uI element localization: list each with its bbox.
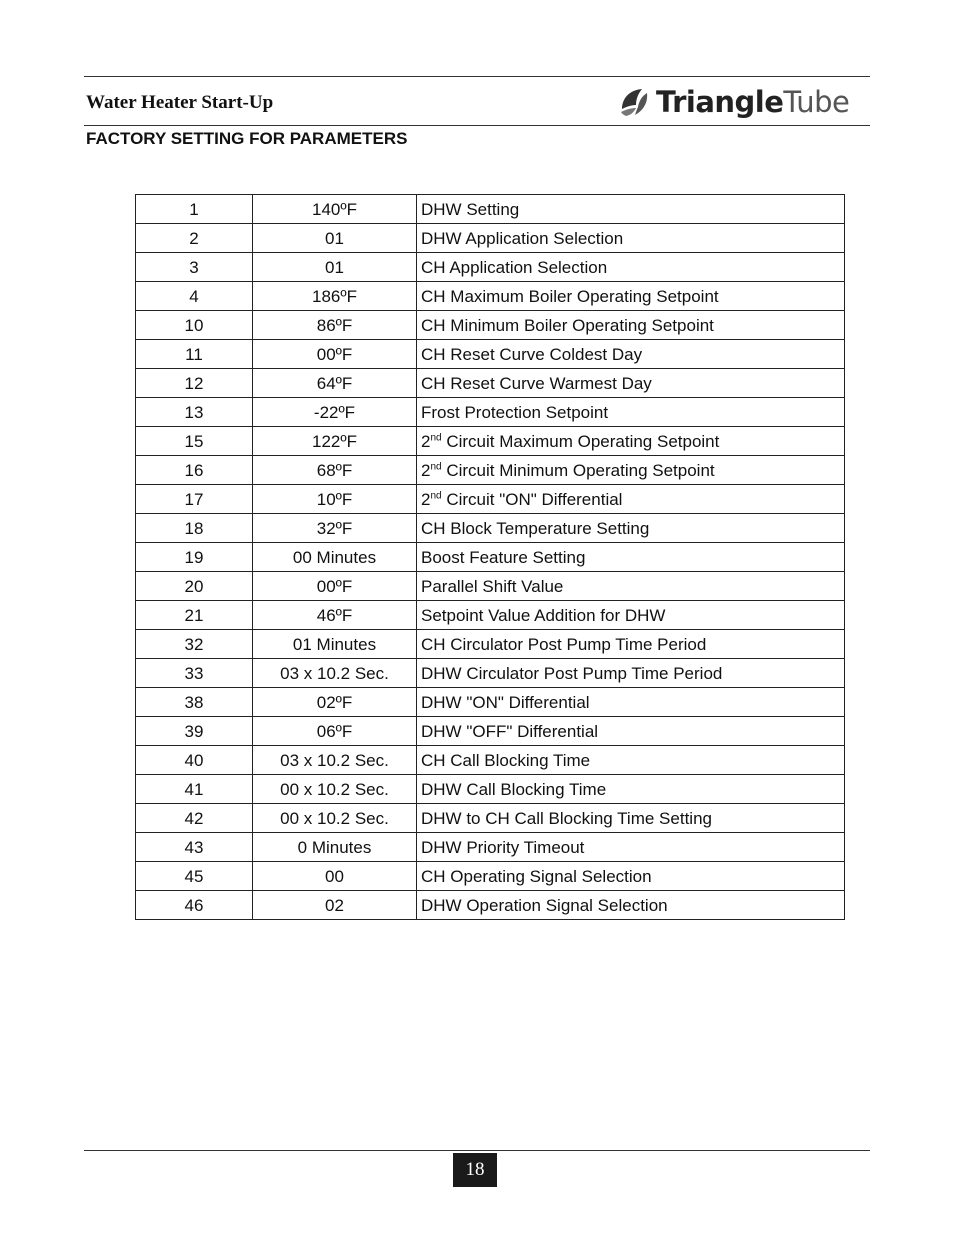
parameter-value: 00 x 10.2 Sec. — [253, 775, 417, 804]
parameter-description-text: DHW Setting — [421, 199, 520, 219]
table-row — [136, 804, 845, 833]
parameter-number: 19 — [136, 543, 253, 572]
parameter-description-text: Parallel Shift Value — [421, 576, 564, 596]
parameter-value: 03 x 10.2 Sec. — [253, 659, 417, 688]
table-row — [136, 543, 845, 572]
parameter-description — [417, 340, 845, 369]
parameter-number: 38 — [136, 688, 253, 717]
parameter-number: 1 — [136, 195, 253, 224]
parameter-number: 45 — [136, 862, 253, 891]
table-row — [136, 456, 845, 485]
parameter-number: 20 — [136, 572, 253, 601]
parameter-description — [417, 630, 845, 659]
parameter-value: 00ºF — [253, 572, 417, 601]
table-row — [136, 282, 845, 311]
parameter-description-text: CH Block Temperature Setting — [421, 518, 650, 538]
parameter-number: 3 — [136, 253, 253, 282]
table-row — [136, 398, 845, 427]
table-row — [136, 601, 845, 630]
table-row — [136, 224, 845, 253]
parameter-description-text: Setpoint Value Addition for DHW — [421, 605, 666, 625]
parameter-description — [417, 282, 845, 311]
table-row — [136, 775, 845, 804]
parameter-number: 11 — [136, 340, 253, 369]
parameter-description-text: Boost Feature Setting — [421, 547, 586, 567]
parameter-description — [417, 688, 845, 717]
table-row — [136, 514, 845, 543]
parameter-value: 00 x 10.2 Sec. — [253, 804, 417, 833]
parameter-description — [417, 862, 845, 891]
parameter-number: 32 — [136, 630, 253, 659]
parameter-description — [417, 514, 845, 543]
parameter-description-text: CH Reset Curve Coldest Day — [421, 344, 643, 364]
ordinal-number: 2 — [421, 489, 431, 509]
parameter-value: 00ºF — [253, 340, 417, 369]
parameter-number: 43 — [136, 833, 253, 862]
table-row — [136, 891, 845, 920]
parameter-description — [417, 398, 845, 427]
parameter-number: 13 — [136, 398, 253, 427]
parameter-description — [417, 659, 845, 688]
parameter-description-text: CH Application Selection — [421, 257, 608, 277]
parameter-description — [417, 543, 845, 572]
factory-settings-table — [135, 194, 845, 920]
table-row — [136, 253, 845, 282]
parameter-number: 16 — [136, 456, 253, 485]
parameter-description-text: DHW "OFF" Differential — [421, 721, 599, 741]
parameter-value: 01 — [253, 224, 417, 253]
parameter-value: 122ºF — [253, 427, 417, 456]
parameter-value: 186ºF — [253, 282, 417, 311]
parameter-description-text: DHW Operation Signal Selection — [421, 895, 668, 915]
parameter-value: 01 Minutes — [253, 630, 417, 659]
parameter-description-text: CH Call Blocking Time — [421, 750, 591, 770]
table-row — [136, 833, 845, 862]
table-row — [136, 427, 845, 456]
parameter-description-text: DHW to CH Call Blocking Time Setting — [421, 808, 712, 828]
parameter-description-text: Circuit "ON" Differential — [441, 489, 623, 509]
parameter-description — [417, 456, 845, 485]
table-row — [136, 659, 845, 688]
footer-rule — [84, 1150, 870, 1151]
parameter-description — [417, 253, 845, 282]
parameter-description-text: CH Circulator Post Pump Time Period — [421, 634, 707, 654]
parameter-number: 41 — [136, 775, 253, 804]
parameter-description — [417, 891, 845, 920]
table-row — [136, 688, 845, 717]
brand-logo-text-triangle: Triangle — [656, 84, 784, 119]
parameter-number: 21 — [136, 601, 253, 630]
parameter-number: 39 — [136, 717, 253, 746]
parameter-value: 68ºF — [253, 456, 417, 485]
parameter-description — [417, 195, 845, 224]
parameter-value: 140ºF — [253, 195, 417, 224]
ordinal-number: 2 — [421, 431, 431, 451]
parameter-description — [417, 717, 845, 746]
parameter-value: 00 — [253, 862, 417, 891]
parameter-value: 01 — [253, 253, 417, 282]
header-bottom-rule — [84, 125, 870, 126]
parameter-description-text: CH Operating Signal Selection — [421, 866, 652, 886]
parameter-description-text: DHW Priority Timeout — [421, 837, 585, 857]
table-row — [136, 862, 845, 891]
table-row — [136, 485, 845, 514]
page-subtitle: FACTORY SETTING FOR PARAMETERS — [86, 129, 408, 148]
parameter-description — [417, 485, 845, 514]
parameter-number: 33 — [136, 659, 253, 688]
parameter-description-text: Frost Protection Setpoint — [421, 402, 609, 422]
parameter-value: 02 — [253, 891, 417, 920]
ordinal-number: 2 — [421, 460, 431, 480]
header-top-rule — [84, 76, 870, 77]
parameter-description-text: DHW Call Blocking Time — [421, 779, 607, 799]
page-number: 18 — [453, 1153, 497, 1187]
parameter-value: 86ºF — [253, 311, 417, 340]
parameter-description-text: CH Reset Curve Warmest Day — [421, 373, 652, 393]
parameter-number: 40 — [136, 746, 253, 775]
parameter-description — [417, 775, 845, 804]
parameter-number: 4 — [136, 282, 253, 311]
parameter-description-text: Circuit Minimum Operating Setpoint — [441, 460, 715, 480]
parameter-value: 64ºF — [253, 369, 417, 398]
parameter-value: 00 Minutes — [253, 543, 417, 572]
parameter-description — [417, 601, 845, 630]
parameter-description — [417, 804, 845, 833]
parameter-description — [417, 224, 845, 253]
parameter-description-text: DHW "ON" Differential — [421, 692, 590, 712]
parameter-value: 06ºF — [253, 717, 417, 746]
parameter-description — [417, 311, 845, 340]
parameter-description — [417, 369, 845, 398]
parameter-description-text: Circuit Maximum Operating Setpoint — [441, 431, 720, 451]
brand-logo-text — [656, 84, 850, 119]
parameter-number: 10 — [136, 311, 253, 340]
table-row — [136, 195, 845, 224]
parameter-description — [417, 833, 845, 862]
parameter-value: 10ºF — [253, 485, 417, 514]
parameter-number: 46 — [136, 891, 253, 920]
ordinal-suffix: nd — [430, 431, 442, 443]
table-row — [136, 369, 845, 398]
table-row — [136, 717, 845, 746]
parameter-number: 18 — [136, 514, 253, 543]
parameter-value: 0 Minutes — [253, 833, 417, 862]
table-row — [136, 572, 845, 601]
parameter-value: 03 x 10.2 Sec. — [253, 746, 417, 775]
section-title: Water Heater Start-Up — [86, 92, 274, 113]
table-row — [136, 311, 845, 340]
ordinal-suffix: nd — [430, 460, 442, 472]
parameter-description — [417, 746, 845, 775]
parameter-value: 32ºF — [253, 514, 417, 543]
parameter-number: 15 — [136, 427, 253, 456]
brand-logo-text-tube: Tube — [783, 84, 850, 119]
triangle-tube-logo-icon — [618, 86, 650, 118]
parameter-description-text: DHW Application Selection — [421, 228, 624, 248]
parameter-description — [417, 427, 845, 456]
parameter-number: 42 — [136, 804, 253, 833]
ordinal-suffix: nd — [430, 489, 442, 501]
parameter-number: 17 — [136, 485, 253, 514]
table-row — [136, 746, 845, 775]
table-row — [136, 340, 845, 369]
brand-logo — [618, 84, 849, 120]
parameter-description-text: DHW Circulator Post Pump Time Period — [421, 663, 723, 683]
parameter-value: 46ºF — [253, 601, 417, 630]
parameter-description-text: CH Minimum Boiler Operating Setpoint — [421, 315, 714, 335]
parameter-description — [417, 572, 845, 601]
parameter-description-text: CH Maximum Boiler Operating Setpoint — [421, 286, 719, 306]
parameter-value: -22ºF — [253, 398, 417, 427]
table-row — [136, 630, 845, 659]
parameter-number: 2 — [136, 224, 253, 253]
parameter-value: 02ºF — [253, 688, 417, 717]
parameter-number: 12 — [136, 369, 253, 398]
